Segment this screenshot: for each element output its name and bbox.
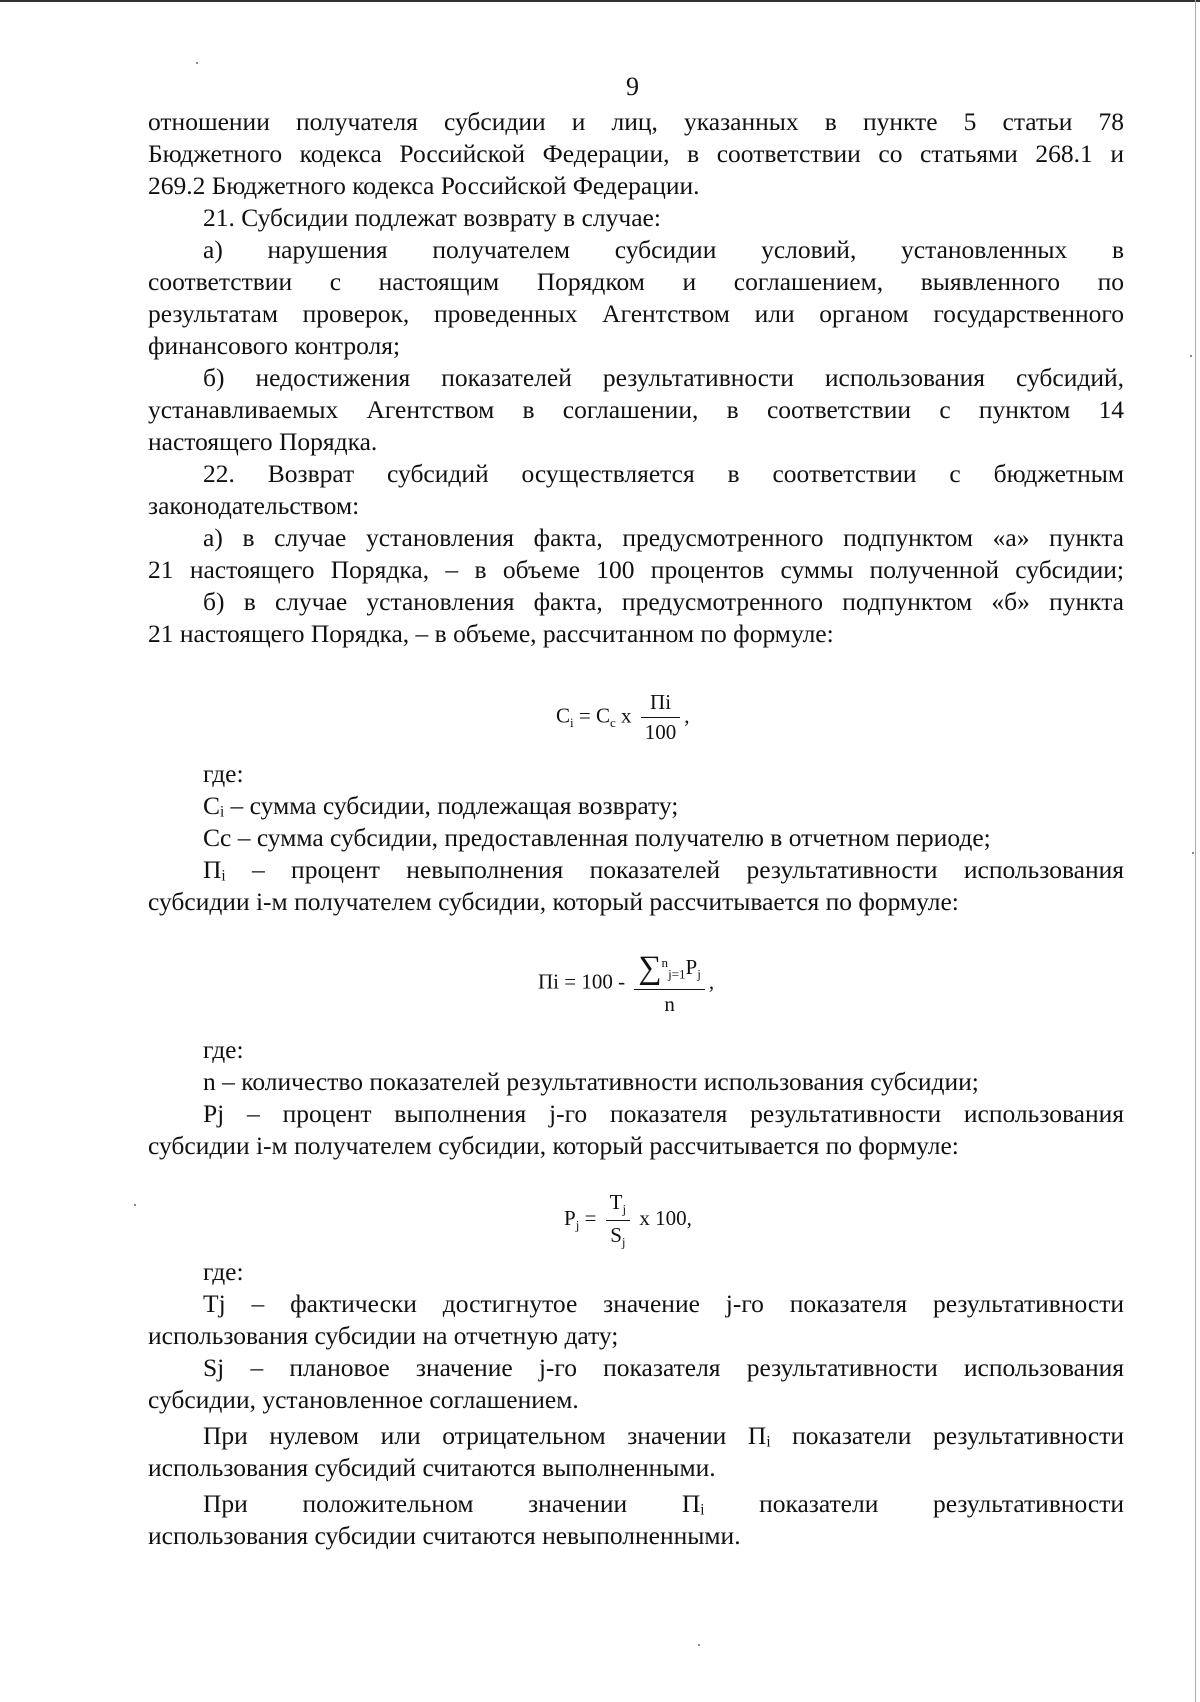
text-line: использования субсидии считаются невыполненными. [148, 1521, 741, 1550]
text-line: Tj – фактически достигнутое значение j-го показателя результативности [203, 1289, 1124, 1318]
scan-speck [1190, 355, 1192, 357]
text-line: где: [203, 1257, 244, 1286]
text-line: отношении получателя субсидии и лиц, указанных в пункте 5 статьи 78 [148, 107, 1124, 136]
page-number: 9 [626, 72, 639, 101]
fraction: $\frac{T_j}{S_j}$ [606, 1190, 630, 1250]
scan-speck [698, 1644, 700, 1646]
scan-speck [1192, 852, 1194, 854]
text-line: 21 настоящего Порядка, – в объеме, рассчитанном по формуле: [148, 619, 834, 648]
text-line: законодательством: [148, 491, 360, 520]
text-line: а) нарушения получателем субсидии условий, установленных в [203, 235, 1124, 264]
text-line: 22. Возврат субсидий осуществляется в соответствии с бюджетным [203, 459, 1124, 488]
page-right-edge [1195, 0, 1196, 1702]
text-line: соответствии с настоящим Порядком и соглашением, выявленного по [148, 267, 1124, 296]
text-line: б) в случае установления факта, предусмотренного подпунктом «б» пункта [203, 587, 1124, 616]
page-top-edge [0, 0, 1200, 2]
text-line: субсидии i-м получателем субсидии, который рассчитывается по формуле: [148, 887, 959, 916]
fraction: $\frac{\sum^n_{j=1}P_j}{n}$ [634, 950, 705, 1017]
scan-speck [134, 1204, 136, 1206]
text-line: субсидии i-м получателем субсидии, который рассчитывается по формуле: [148, 1131, 959, 1160]
text-line: настоящего Порядка. [148, 427, 378, 456]
text-line: использования субсидий считаются выполненными. [148, 1453, 716, 1482]
text-line: Pj – процент выполнения j-го показателя результативности использования [203, 1099, 1124, 1128]
text-line: 269.2 Бюджетного кодекса Российской Федерации. [148, 171, 700, 200]
text-line: результатам проверок, проведенных Агентством или органом государственного [148, 299, 1124, 328]
formula-pi: Пi = 100 - $\frac{\sum^n_{j=1}P_j}{n}$ , [538, 950, 715, 1016]
text-line: При положительном значении Пᵢ показатели результативности [203, 1489, 1124, 1518]
formula-ci: $C_i = C_c$ x $\frac{Пi}{100}$ , [556, 690, 690, 744]
text-line: При нулевом или отрицательном значении Пᵢ показатели результативности [203, 1421, 1124, 1450]
text-line: финансового контроля; [148, 331, 401, 360]
text-line: Пᵢ – процент невыполнения показателей результативности использования [203, 855, 1124, 884]
text-line: Sj – плановое значение j-го показателя результативности использования [203, 1353, 1124, 1382]
text-line: Cc – сумма субсидии, предоставленная получателю в отчетном периоде; [203, 823, 991, 852]
text-line: 21 настоящего Порядка, – в объеме 100 процентов суммы полученной субсидии; [148, 555, 1124, 584]
text-line: 21. Субсидии подлежат возврату в случае: [203, 203, 661, 232]
text-line: устанавливаемых Агентством в соглашении, в соответствии с пунктом 14 [148, 395, 1124, 424]
scan-speck [196, 62, 198, 64]
text-line: где: [203, 1035, 244, 1064]
text-line: n – количество показателей результативности использования субсидии; [203, 1067, 979, 1096]
text-line: Cᵢ – сумма субсидии, подлежащая возврату; [203, 791, 679, 820]
text-line: субсидии, установленное соглашением. [148, 1385, 579, 1414]
formula-pj: $P_j$ = $\frac{T_j}{S_j}$ x 100, [564, 1190, 692, 1250]
text-line: а) в случае установления факта, предусмотренного подпунктом «а» пункта [203, 523, 1124, 552]
fraction: $\frac{Пi}{100}$ [641, 690, 681, 745]
text-line: б) недостижения показателей результативности использования субсидий, [203, 363, 1124, 392]
text-line: Бюджетного кодекса Российской Федерации, в соответствии со статьями 268.1 и [148, 139, 1124, 168]
text-line: использования субсидии на отчетную дату; [148, 1321, 619, 1350]
text-line: где: [203, 759, 244, 788]
